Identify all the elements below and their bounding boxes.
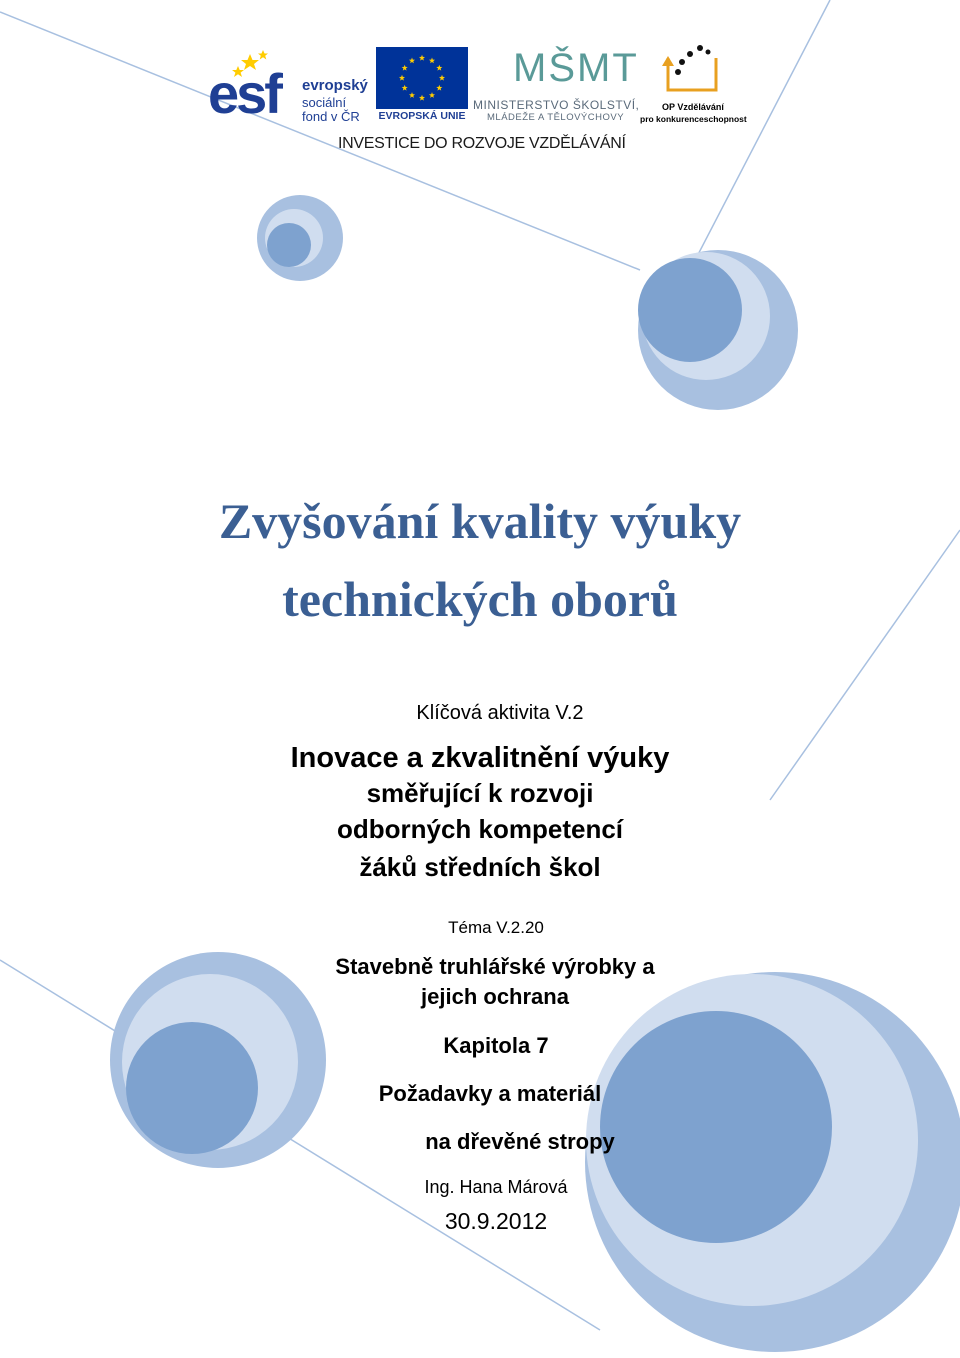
topic-label: Téma V.2.20	[448, 918, 544, 937]
topic-line1: Stavebně truhlářské výrobky a	[335, 954, 655, 979]
decor-circle-left-inner	[126, 1022, 258, 1154]
esf-logo	[208, 46, 373, 126]
activity-line1: Inovace a zkvalitnění výuky	[290, 742, 670, 774]
msmt-line2: MLÁDEŽE A TĚLOVÝCHOVY	[487, 112, 625, 123]
op-line1: OP Vzdělávání	[662, 102, 724, 112]
esf-letters: esf	[208, 62, 280, 125]
chapter-line1: Požadavky a materiál	[378, 1081, 602, 1106]
eu-flag-icon	[376, 47, 468, 109]
decor-circle-small-inner	[267, 223, 311, 267]
activity-line3: odborných kompetencí	[336, 814, 624, 844]
activity-line4: žáků středních škol	[359, 852, 601, 882]
op-line2: pro konkurenceschopnost	[640, 114, 747, 124]
eu-logo	[376, 47, 468, 123]
op-emblem-icon	[660, 44, 724, 96]
esf-line1: evropský	[302, 77, 368, 94]
activity-label: Klíčová aktivita V.2	[416, 702, 584, 724]
activity-line2: směřující k rozvoji	[366, 778, 594, 808]
title-line1: Zvyšování kvality výuky	[218, 493, 742, 549]
msmt-logo	[473, 44, 638, 124]
esf-line2: sociální	[302, 95, 347, 110]
esf-line3: fond v ČR	[302, 109, 360, 124]
investment-tagline: INVESTICE DO ROZVOJE VZDĚLÁVÁNÍ	[338, 135, 626, 152]
author-name: Ing. Hana Márová	[424, 1177, 568, 1197]
topic-line2: jejich ochrana	[421, 984, 569, 1009]
op-logo	[640, 44, 745, 126]
eu-label: EVROPSKÁ UNIE	[378, 110, 466, 122]
msmt-line1: MINISTERSTVO ŠKOLSTVÍ,	[473, 98, 640, 112]
document-date: 30.9.2012	[444, 1208, 548, 1234]
title-line2: technických oborů	[282, 571, 678, 627]
chapter-label: Kapitola 7	[443, 1033, 549, 1058]
msmt-letters: MŠMT	[513, 46, 639, 90]
decor-circle-medium-inner	[638, 258, 742, 362]
chapter-line2: na dřevěné stropy	[425, 1129, 615, 1154]
